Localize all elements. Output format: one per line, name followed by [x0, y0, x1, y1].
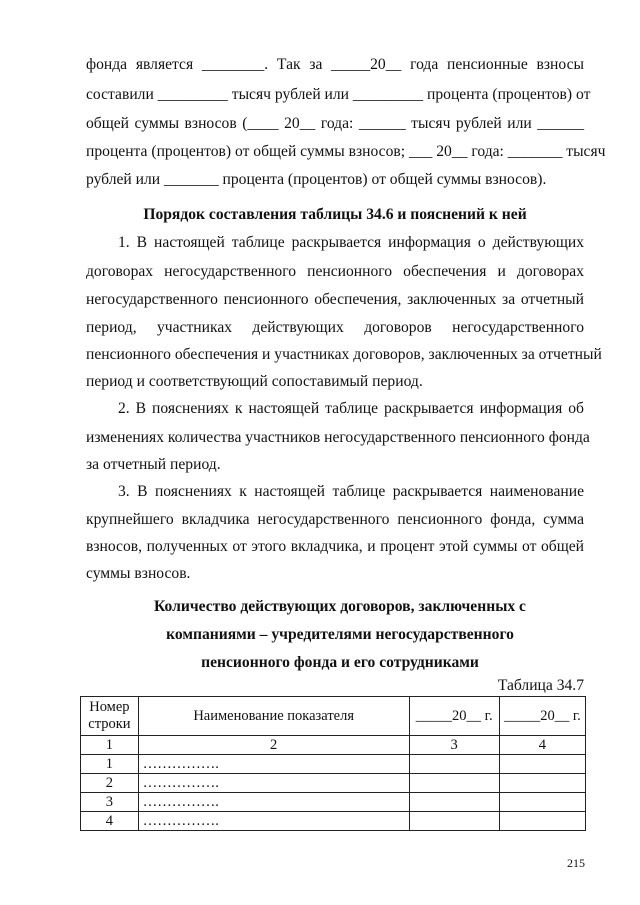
value-year-2: [499, 793, 585, 812]
value-year-1: [409, 793, 499, 812]
paragraph-line: 1. В настоящей таблице раскрывается информация о действующих: [118, 234, 584, 251]
indicator-name: …………….: [138, 755, 409, 774]
row-number: 3: [81, 793, 139, 812]
intro-line: фонда является ________. Так за _____20__ года пенсионные взносы: [86, 56, 584, 73]
row-number: 4: [81, 812, 139, 831]
paragraph-line: период и соответствующий сопоставимый период.: [86, 373, 423, 390]
header-year-2: _____20__ г.: [499, 697, 585, 736]
paragraph-line: пенсионного обеспечения и участниках договоров, заключенных за отчетный: [86, 346, 602, 363]
value-year-1: [409, 774, 499, 793]
paragraph-line: взносов, полученных от этого вкладчика, и процент этой суммы от общей: [86, 538, 584, 555]
paragraph-line: договорах негосударственного пенсионного обеспечения и договорах: [86, 263, 584, 280]
table-caption: Таблица 34.7: [497, 677, 584, 694]
intro-line: рублей или _______ процента (процентов) от общей суммы взносов).: [86, 171, 547, 188]
table-row: [81, 774, 586, 793]
table-row: [81, 755, 586, 774]
row-number: 2: [81, 774, 139, 793]
page-number: 215: [567, 856, 585, 870]
table-header-row: [81, 697, 586, 736]
intro-line: общей суммы взносов (____ 20__ года: ______ тысяч рублей или ______: [86, 115, 584, 132]
data-table: [80, 696, 586, 831]
value-year-1: [409, 812, 499, 831]
col-number: 1: [81, 736, 139, 755]
paragraph-line: период, участниках действующих договоров негосударственного: [86, 319, 584, 336]
table-title-line: пенсионного фонда и его сотрудниками: [201, 654, 479, 671]
indicator-name: …………….: [138, 774, 409, 793]
row-number: 1: [81, 755, 139, 774]
table-title-line: компаниями – учредителями негосударственного: [166, 626, 514, 643]
section-heading: Порядок составления таблицы 34.6 и пояснений к ней: [143, 206, 527, 223]
table-title-line: Количество действующих договоров, заключенных с: [154, 598, 526, 615]
paragraph-line: негосударственного пенсионного обеспечения, заключенных за отчетный: [86, 291, 584, 308]
value-year-2: [499, 774, 585, 793]
paragraph-line: 2. В пояснениях к настоящей таблице раскрывается информация об: [118, 400, 584, 417]
header-row-number: Номер строки: [81, 697, 139, 736]
paragraph-line: суммы взносов.: [86, 565, 191, 582]
indicator-name: …………….: [138, 812, 409, 831]
paragraph-line: 3. В пояснениях к настоящей таблице раскрывается наименование: [118, 483, 584, 500]
col-number: 4: [499, 736, 585, 755]
paragraph-line: за отчетный период.: [86, 456, 221, 473]
col-number: 2: [138, 736, 409, 755]
header-indicator-name: Наименование показателя: [138, 697, 409, 736]
value-year-2: [499, 755, 585, 774]
value-year-1: [409, 755, 499, 774]
paragraph-line: крупнейшего вкладчика негосударственного пенсионного фонда, сумма: [86, 511, 584, 528]
paragraph-line: изменениях количества участников негосударственного пенсионного фонда: [86, 429, 590, 446]
intro-line: процента (процентов) от общей суммы взносов; ___ 20__ года: _______ тысяч: [86, 143, 606, 160]
header-year-1: _____20__ г.: [409, 697, 499, 736]
intro-line: составили _________ тысяч рублей или _________ процента (процентов) от: [86, 86, 591, 103]
indicator-name: …………….: [138, 793, 409, 812]
column-number-row: [81, 736, 586, 755]
table-row: [81, 793, 586, 812]
table-row: [81, 812, 586, 831]
value-year-2: [499, 812, 585, 831]
col-number: 3: [409, 736, 499, 755]
